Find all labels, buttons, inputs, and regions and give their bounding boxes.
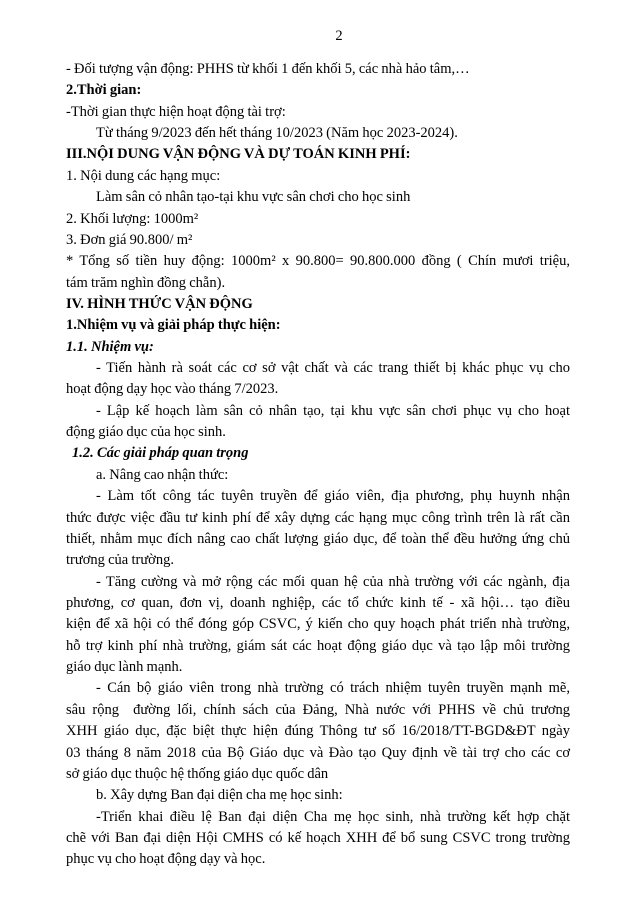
text-line: - Cán bộ giáo viên trong nhà trường có trách nhiệm tuyên truyền mạnh mẽ,: [96, 680, 570, 697]
text-line: sở giáo dục thuộc hệ thống giáo dục quốc dân: [66, 765, 329, 782]
text-line: 1.2. Các giải pháp quan trọng: [72, 445, 249, 462]
text-line: b. Xây dựng Ban đại diện cha mẹ học sinh:: [96, 787, 343, 804]
text-line: động giáo dục của học sinh.: [66, 424, 226, 441]
text-line: 1.Nhiệm vụ và giải pháp thực hiện:: [66, 317, 281, 334]
page-number: 2: [335, 28, 343, 44]
text-line: hoạt động dạy học vào tháng 7/2023.: [66, 381, 279, 398]
text-line: III.NỘI DUNG VẬN ĐỘNG VÀ DỰ TOÁN KINH PHÍ:: [66, 146, 411, 163]
text-line: -Thời gian thực hiện hoạt động tài trợ:: [66, 103, 286, 120]
text-line: Từ tháng 9/2023 đến hết tháng 10/2023 (Năm học 2023-2024).: [96, 125, 458, 142]
document-lines: [66, 59, 570, 871]
text-line: tám trăm nghìn đồng chẵn).: [66, 274, 226, 291]
text-line: chẽ với Ban đại diện Hội CMHS có kế hoạch XHH để bổ sung CSVC trong trường: [66, 829, 570, 846]
text-line: 1.1. Nhiệm vụ:: [66, 338, 154, 355]
text-line: - Tăng cường và mở rộng các mối quan hệ của nhà trường với các ngành, địa: [96, 573, 570, 590]
text-line: - Làm tốt công tác tuyên truyền để giáo viên, địa phương, phụ huynh nhận: [96, 488, 570, 505]
text-line: IV. HÌNH THỨC VẬN ĐỘNG: [66, 295, 253, 312]
text-line: XHH giáo dục, đặc biệt thực hiện đúng Thông tư số 16/2018/TT-BGD&ĐT ngày: [66, 723, 570, 740]
text-line: sâu rộng đường lối, chính sách của Đảng, Nhà nước với PHHS về chủ trương: [66, 701, 570, 718]
text-line: thiết, nhằm mục đích nâng cao chất lượng giáo dục, để toàn thể đều hưởng ứng chủ: [66, 530, 570, 547]
text-line: a. Nâng cao nhận thức:: [96, 466, 229, 483]
text-line: giáo dục lành mạnh.: [66, 659, 183, 676]
text-line: 2.Thời gian:: [66, 82, 142, 99]
text-line: phục vụ cho hoạt động dạy và học.: [66, 851, 266, 868]
text-line: thức được việc đầu tư kinh phí để xây dựng các hạng mục công trình trên là rất cần: [66, 509, 570, 526]
text-line: - Tiến hành rà soát các cơ sở vật chất và các trang thiết bị khác phục vụ cho: [96, 360, 570, 377]
text-line: phương, cơ quan, đơn vị, doanh nghiệp, các tổ chức kinh tế - xã hội… tạo điều: [66, 594, 570, 611]
text-line: 2. Khối lượng: 1000m²: [66, 210, 199, 227]
text-line: - Lập kế hoạch làm sân cỏ nhân tạo, tại khu vực sân chơi phục vụ cho hoạt: [96, 402, 570, 419]
text-line: * Tổng số tiền huy động: 1000m² x 90.800= 90.800.000 đồng ( Chín mươi triệu,: [66, 253, 570, 270]
text-line: 03 tháng 8 năm 2018 của Bộ Giáo dục và Đào tạo Quy định về tài trợ cho các cơ: [66, 744, 570, 761]
text-line: - Đối tượng vận động: PHHS từ khối 1 đến khối 5, các nhà hảo tâm,…: [66, 61, 470, 77]
text-line: Làm sân cỏ nhân tạo-tại khu vực sân chơi cho học sinh: [96, 189, 411, 206]
text-line: kiện để xã hội có thể đóng góp CSVC, ý kiến cho quy hoạch phát triển nhà trường,: [66, 616, 570, 633]
text-line: hỗ trợ kinh phí nhà trường, giám sát các hoạt động giáo dục và tạo lập môi trường: [66, 637, 570, 654]
text-line: 3. Đơn giá 90.800/ m²: [66, 231, 193, 248]
text-line: 1. Nội dung các hạng mục:: [66, 167, 221, 184]
text-line: -Triển khai điều lệ Ban đại diện Cha mẹ học sinh, nhà trường kết hợp chặt: [96, 808, 570, 825]
text-line: trương của trường.: [66, 552, 174, 569]
